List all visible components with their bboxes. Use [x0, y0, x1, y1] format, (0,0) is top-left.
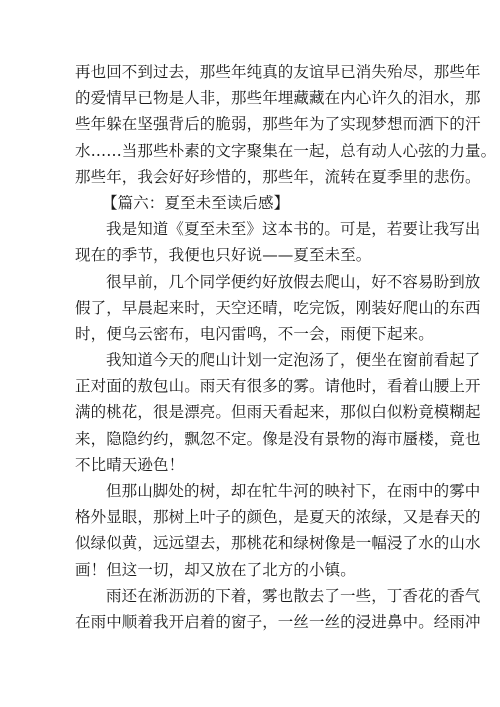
- article-body: [75, 59, 497, 635]
- section-heading: 【篇六：夏至未至读后感】: [102, 193, 290, 212]
- text-line: 但那山脚处的树，却在牤牛河的映衬下，在雨中的雾中: [106, 482, 481, 500]
- text-line: 的爱情早已物是人非，那些年埋藏藏在内心许久的泪水，那: [75, 89, 481, 108]
- text-line: 正对面的敖包山。雨天有很多的雾。请他时，看着山腰上开: [75, 377, 481, 396]
- text-line: 满的桃花，很是漂亮。但雨天看起来，那似白似粉竟模糊起: [75, 403, 481, 422]
- text-line: 我知道今天的爬山计划一定泡汤了，便坐在窗前看起了: [106, 351, 481, 370]
- text-line: 来，隐隐约约，飘忽不定。像是没有景物的海市蜃楼，竟也: [75, 429, 481, 448]
- text-line: 假了，早晨起来时，天空还晴，吃完饭，刚装好爬山的东西: [75, 298, 481, 317]
- text-line: 在雨中顺着我开启着的窗子，一丝一丝的浸进鼻中。经雨冲: [75, 612, 481, 631]
- text-line: 水……当那些朴素的文字聚集在一起，总有动人心弦的力量。: [75, 141, 497, 160]
- text-line: 很早前，几个同学便约好放假去爬山，好不容易盼到放: [106, 272, 481, 291]
- text-line: 些年躲在坚强背后的脆弱，那些年为了实现梦想而洒下的汗: [75, 115, 481, 134]
- text-line: 不比晴天逊色！: [75, 455, 185, 474]
- text-line: 我是知道《夏至未至》这本书的。可是，若要让我写出: [106, 220, 481, 239]
- text-line: 那些年，我会好好珍惜的，那些年，流转在夏季里的悲伤。: [75, 167, 481, 186]
- text-line: 再也回不到过去，那些年纯真的友谊早已消失殆尽，那些年: [75, 63, 481, 81]
- text-line: 雨还在淅沥沥的下着，雾也散去了一些，丁香花的香气: [106, 586, 481, 605]
- text-line: 现在的季节，我便也只好说——夏至未至。: [75, 246, 372, 265]
- text-line: 似绿似黄，远远望去，那桃花和绿树像是一幅浸了水的山水: [75, 534, 481, 553]
- text-line: 画！但这一切，却又放在了北方的小镇。: [75, 560, 356, 579]
- text-line: 时，便乌云密布，电闪雷鸣，不一会，雨便下起来。: [75, 324, 434, 343]
- text-line: 格外显眼，那树上叶子的颜色，是夏天的浓绿，又是春天的: [75, 508, 481, 527]
